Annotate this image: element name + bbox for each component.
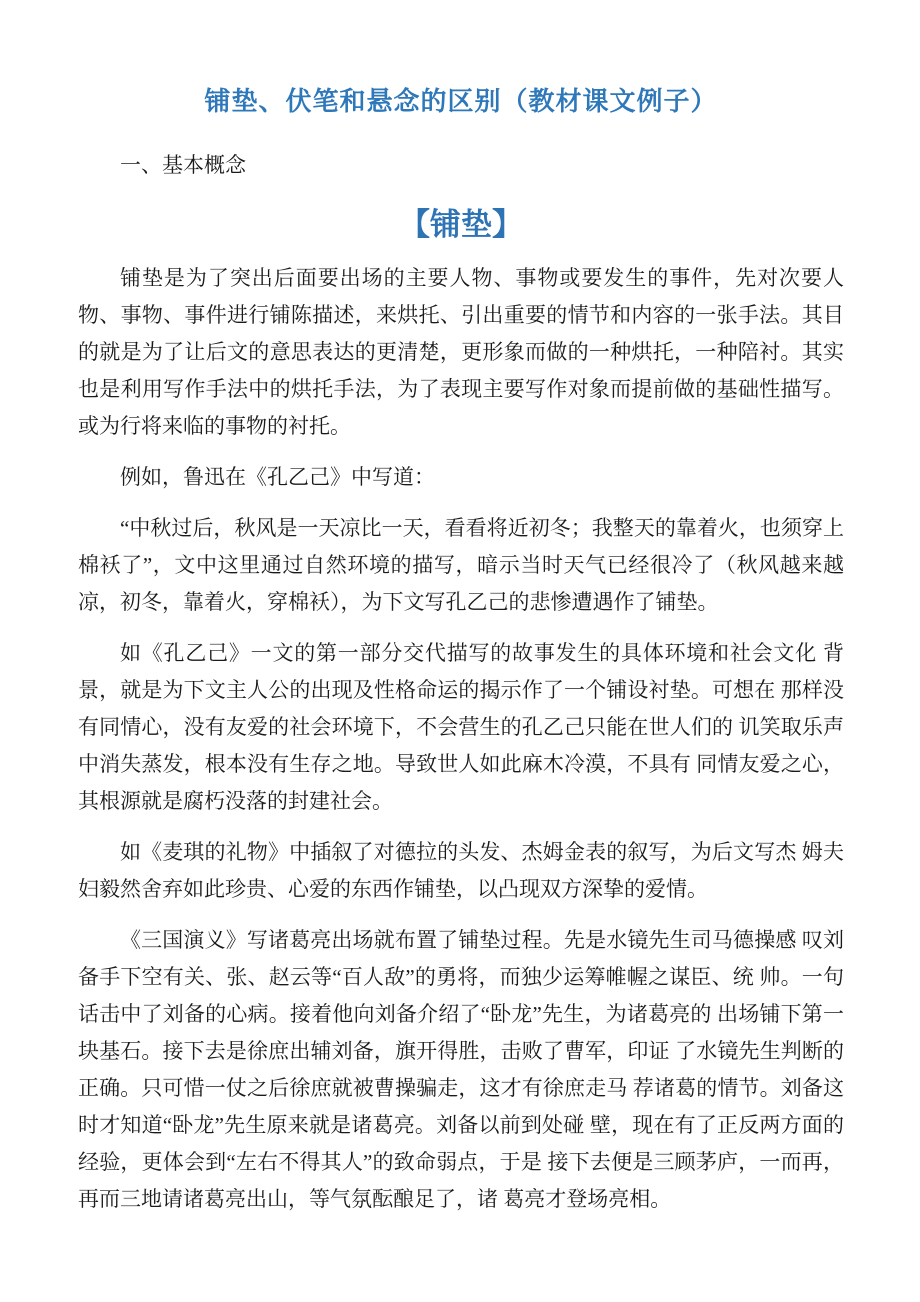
paragraph-gift-of-magi: 如《麦琪的礼物》中插叙了对德拉的头发、杰姆金表的叙写，为后文写杰 姆夫妇毅然舍弃如此珍贵、心爱的东西作铺垫，以凸现双方深挚的爱情。 — [78, 840, 844, 901]
document-body — [78, 260, 844, 1218]
paragraph-example-intro: 例如，鲁迅在《孔乙己》中写道： — [120, 465, 435, 489]
paragraph-definition: 铺垫是为了突出后面要出场的主要人物、事物或要发生的事件，先对次要人物、事物、事件进行铺陈描述，来烘托、引出重要的情节和内容的一张手法。其目的就是为了让后文的意思表达的更清楚，更形象而做的一种烘托，一种陪衬。其实也是利用写作手法中的烘托手法，为了表现主要写作对象而提前做的基础性描写。或为行将来临的事物的衬托。 — [78, 266, 844, 438]
paragraph-three-kingdoms: 《三国演义》写诸葛亮出场就布置了铺垫过程。先是水镜先生司马德操感 叹刘备手下空有关、张、赵云等“百人敌”的勇将，而独少运筹帷幄之谋臣、统 帅。一句话击中了刘备的心病。接着他向刘备介绍了“卧龙”先生，为诸葛亮的 出场铺下第一块基石。接下去是徐庶出辅刘备，旗开得胜，击败了曹军，印证 了水镜先生判断的正确。只可惜一仗之后徐庶就被曹操骗走，这才有徐庶走马 荐诸葛的情节。刘备这时才知道“卧龙”先生原来就是诸葛亮。刘备以前到处碰 壁，现在有了正反两方面的经验，更体会到“左右不得其人”的致命弱点，于是 接下去便是三顾茅庐，一而再，再而三地请诸葛亮出山，等气氛酝酿足了，诸 葛亮才登场亮相。 — [78, 928, 844, 1211]
subheading-pudian: 【铺垫】 — [399, 207, 523, 242]
section-heading-basic-concepts: 一、基本概念 — [120, 153, 246, 177]
paragraph-kongyiji-analysis: 如《孔乙己》一文的第一部分交代描写的故事发生的具体环境和社会文化 背景，就是为下文主人公的出现及性格命运的揭示作了一个铺设衬垫。可想在 那样没有同情心，没有友爱的社会环境下，不会营生的孔乙己只能在世人们的 讥笑取乐声中消失蒸发，根本没有生存之地。导致世人如此麻木冷漠，不具有 同情友爱之心，其根源就是腐朽没落的封建社会。 — [78, 641, 844, 813]
document-title: 铺垫、伏笔和悬念的区别（教材课文例子） — [204, 86, 718, 116]
paragraph-kongyiji-quote: “中秋过后，秋风是一天凉比一天，看看将近初冬；我整天的靠着火，也须穿上棉袄了”，文中这里通过自然环境的描写，暗示当时天气已经很冷了（秋风越来越凉，初冬，靠着火，穿棉袄），为下文写孔乙己的悲惨遭遇作了铺垫。 — [78, 516, 844, 614]
